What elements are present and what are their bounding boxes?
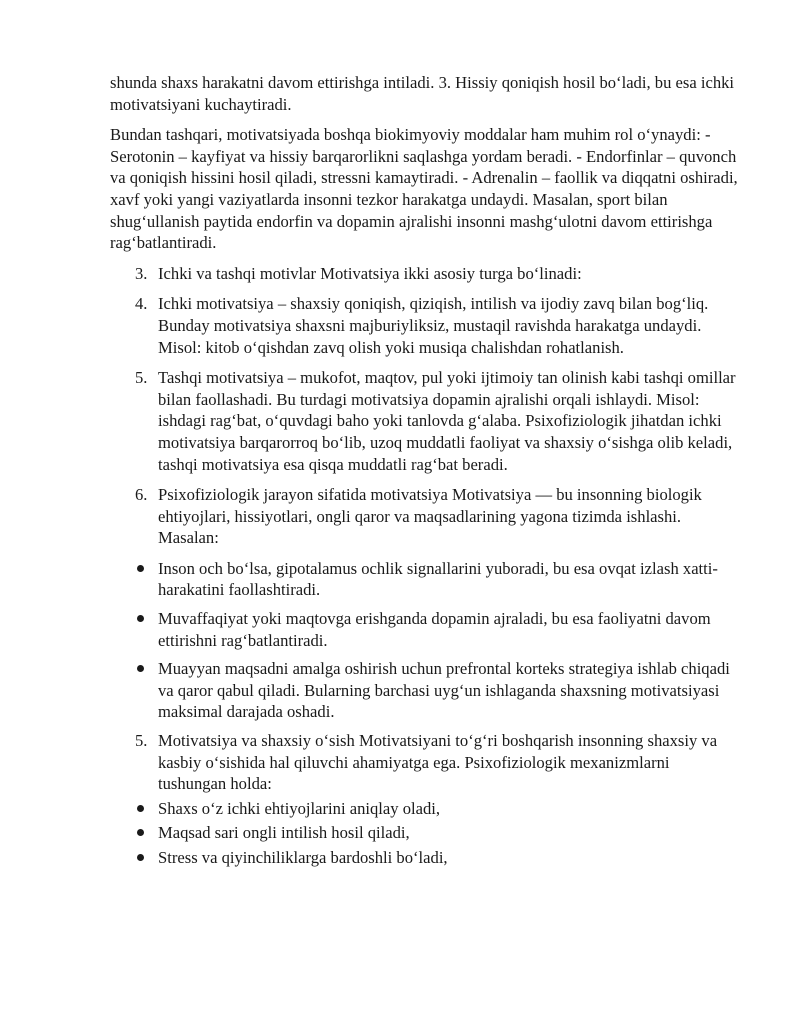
bullet-dot-icon — [137, 829, 144, 836]
bullet-item — [110, 608, 740, 651]
bullet-dot-icon — [137, 665, 144, 672]
numbered-item-text: Motivatsiya va shaxsiy o‘sish Motivatsiyani to‘g‘ri boshqarish insonning shaxsiy va kasbiy o‘sishida hal qiluvchi ahamiyatga ega. Psixofiziologik mexanizmlarni tushungan holda: — [158, 731, 718, 794]
numbered-item — [110, 293, 740, 358]
bullet-item — [110, 847, 740, 869]
bullet-dot-icon — [137, 615, 144, 622]
bullet-item-text: Shaxs o‘z ichki ehtiyojlarini aniqlay oladi, — [158, 798, 441, 818]
numbered-item-text: Ichki motivatsiya – shaxsiy qoniqish, qiziqish, intilish va ijodiy zavq bilan bog‘liq. Bunday motivatsiya shaxsni majburiyliksiz, mustaqil ravishda harakatga undaydi. Misol: kitob o‘qishdan zavq olish yoki musiqa chalishdan rohatlanish. — [158, 294, 709, 357]
paragraph-continuation: shunda shaxs harakatni davom ettirishga intiladi. 3. Hissiy qoniqish hosil bo‘ladi, bu esa ichki motivatsiyani kuchaytiradi. — [110, 73, 735, 114]
bullet-item — [110, 558, 740, 601]
list-number: 3. — [135, 263, 148, 283]
list-number: 5. — [135, 731, 148, 751]
numbered-item — [110, 263, 740, 285]
bullet-item-text: Stress va qiyinchiliklarga bardoshli bo‘ladi, — [158, 848, 448, 867]
bullet-item-text: Muvaffaqiyat yoki maqtovga erishganda dopamin ajraladi, bu esa faoliyatni davom ettirishni rag‘batlantiradi. — [158, 609, 711, 650]
list-number: 6. — [135, 485, 148, 505]
bullet-item-text: Maqsad sari ongli intilish hosil qiladi, — [158, 823, 410, 843]
numbered-item-text: Tashqi motivatsiya – mukofot, maqtov, pul yoki ijtimoiy tan olinish kabi tashqi omillar bilan faollashadi. Bu turdagi motivatsiya dopamin ajralishi orqali ishlaydi. Misol: ishdagi rag‘bat, o‘quvdagi baho yoki tanlovda g‘alaba. Psixofiziologik jihatdan ichki motivatsiya barqarorroq bo‘lib, uzoq muddatli faoliyat va shaxsiy o‘sishga olib keladi, tashqi motivatsiya esa qisqa muddatli rag‘bat beradi. — [158, 368, 736, 474]
bullet-dot-icon — [137, 565, 144, 572]
numbered-item-text: Psixofiziologik jarayon sifatida motivatsiya Motivatsiya — bu insonning biologik ehtiyojlari, hissiyotlari, ongli qaror va maqsadlarining yagona tizimda ishlashi. Masalan: — [158, 485, 702, 548]
paragraph-biochemicals: Bundan tashqari, motivatsiyada boshqa biokimyoviy moddalar ham muhim rol o‘ynaydi: - Serotonin – kayfiyat va hissiy barqarorlikni saqlashga yordam beradi. - Endorfinlar – quvonch va qoniqish hissini hosil qiladi, stressni kamaytiradi. - Adrenalin – faollik va diqqatni oshiradi, xavf yoki yangi vaziyatlarda insonni tezkor harakatga undaydi. Masalan, sport bilan shug‘ullanish paytida endorfin va dopamin ajralishi insonni mashg‘ulotni davom ettirishga rag‘batlantiradi. — [110, 125, 738, 253]
bullet-item — [110, 658, 740, 723]
bullet-dot-icon — [137, 805, 144, 812]
list-number: 5. — [135, 368, 148, 388]
numbered-item — [110, 484, 740, 549]
numbered-item — [110, 367, 740, 475]
numbered-item-text: Ichki va tashqi motivlar Motivatsiya ikki asosiy turga bo‘linadi: — [158, 263, 582, 283]
bullet-dot-icon — [137, 854, 144, 861]
bullet-item-text: Inson och bo‘lsa, gipotalamus ochlik signallarini yuboradi, bu esa ovqat izlash xatti-harakatini faollashtiradi. — [158, 558, 718, 600]
numbered-item — [110, 730, 740, 795]
document-page — [110, 72, 740, 872]
bullet-item-text: Muayyan maqsadni amalga oshirish uchun prefrontal korteks strategiya ishlab chiqadi va qaror qabul qiladi. Bularning barchasi uyg‘un ishlaganda shaxsning motivatsiyasi maksimal darajada oshadi. — [158, 659, 730, 722]
bullet-item — [110, 798, 740, 820]
list-number: 4. — [135, 294, 148, 314]
bullet-item — [110, 822, 740, 844]
